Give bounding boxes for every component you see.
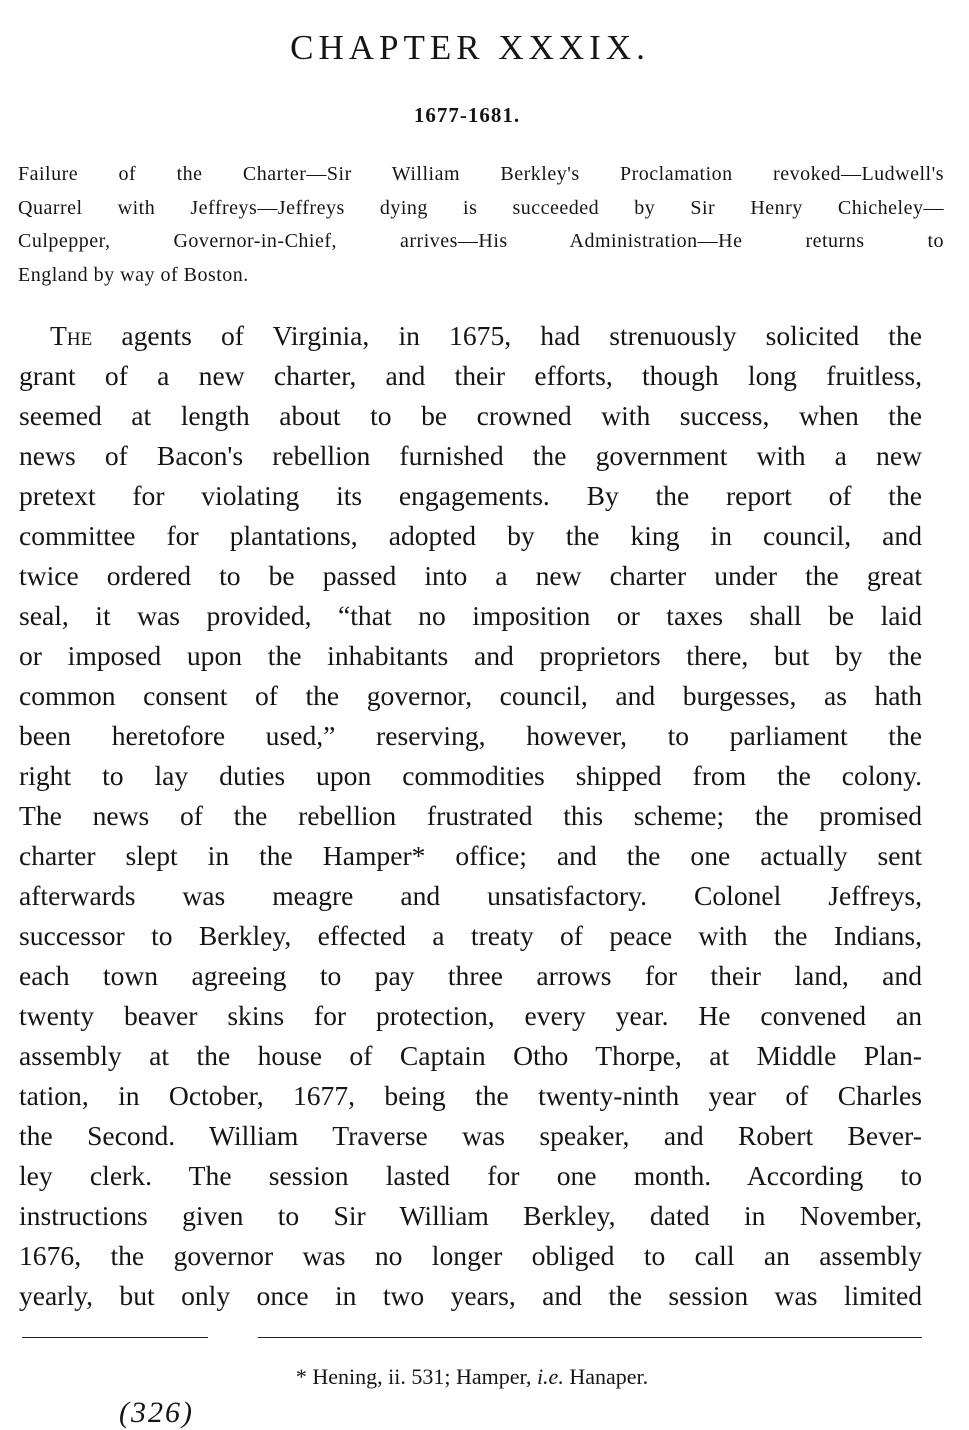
body-line: grant of a new charter, and their efforts, though long fruitless, <box>19 360 922 391</box>
body-line: each town agreeing to pay three arrows for their land, and <box>19 960 922 991</box>
body-line: tation, in October, 1677, being the twenty-ninth year of Charles <box>19 1080 922 1111</box>
body-line: ley clerk. The session lasted for one month. According to <box>19 1160 922 1191</box>
body-paragraph <box>19 316 922 1316</box>
body-line: successor to Berkley, effected a treaty of peace with the Indians, <box>19 920 922 951</box>
synopsis-line: Culpepper, Governor-in-Chief, arrives—His Administration—He returns to <box>18 230 944 252</box>
body-line: or imposed upon the inhabitants and proprietors there, but by the <box>19 640 922 671</box>
synopsis-line: Failure of the Charter—Sir William Berkley's Proclamation revoked—Ludwell's <box>18 163 944 185</box>
body-line: yearly, but only once in two years, and the session was limited <box>19 1280 922 1311</box>
body-line: The news of the rebellion frustrated this scheme; the promised <box>19 800 922 831</box>
synopsis-line: England by way of Boston. <box>18 263 249 286</box>
footnote-rule-segment <box>22 1337 208 1338</box>
body-line: seemed at length about to be crowned with success, when the <box>19 400 922 431</box>
body-line: twice ordered to be passed into a new charter under the great <box>19 560 922 591</box>
footnote-italic: i.e. <box>536 1364 564 1389</box>
body-line <box>19 316 922 356</box>
page-number: (326) <box>119 1396 194 1429</box>
first-line-rest: agents of Virginia, in 1675, had strenuously solicited the <box>92 320 922 351</box>
body-line: pretext for violating its engagements. By the report of the <box>19 480 922 511</box>
synopsis-line: Quarrel with Jeffreys—Jeffreys dying is succeeded by Sir Henry Chicheley— <box>18 196 944 219</box>
body-line: the Second. William Traverse was speaker, and Robert Bever- <box>19 1120 922 1151</box>
body-line: common consent of the governor, council, and burgesses, as hath <box>19 680 922 711</box>
body-line: twenty beaver skins for protection, every year. He convened an <box>19 1000 922 1031</box>
body-line: right to lay duties upon commodities shipped from the colony. <box>19 760 922 791</box>
chapter-years: 1677-1681. <box>413 103 521 127</box>
footnote-suffix: Hanaper. <box>563 1364 649 1389</box>
body-line: charter slept in the Hamper* office; and the one actually sent <box>19 840 922 871</box>
body-line: news of Bacon's rebellion furnished the government with a new <box>19 440 922 471</box>
body-line: committee for plantations, adopted by the king in council, and <box>19 520 922 551</box>
lead-word: The <box>50 320 93 351</box>
footnote-prefix: * Hening, ii. 531; Hamper, <box>295 1364 537 1389</box>
body-line: instructions given to Sir William Berkley, dated in November, <box>19 1200 922 1231</box>
body-line: seal, it was provided, “that no imposition or taxes shall be laid <box>19 600 922 631</box>
chapter-synopsis <box>18 158 944 292</box>
body-line: afterwards was meagre and unsatisfactory. Colonel Jeffreys, <box>19 880 922 911</box>
body-line: assembly at the house of Captain Otho Thorpe, at Middle Plan- <box>19 1040 922 1071</box>
body-line: 1676, the governor was no longer obliged to call an assembly <box>19 1240 922 1271</box>
footnote <box>0 1364 944 1390</box>
footnote-rule-segment <box>258 1337 922 1338</box>
body-line: been heretofore used,” reserving, however, to parliament the <box>19 720 922 751</box>
chapter-title: CHAPTER XXXIX. <box>290 28 650 67</box>
